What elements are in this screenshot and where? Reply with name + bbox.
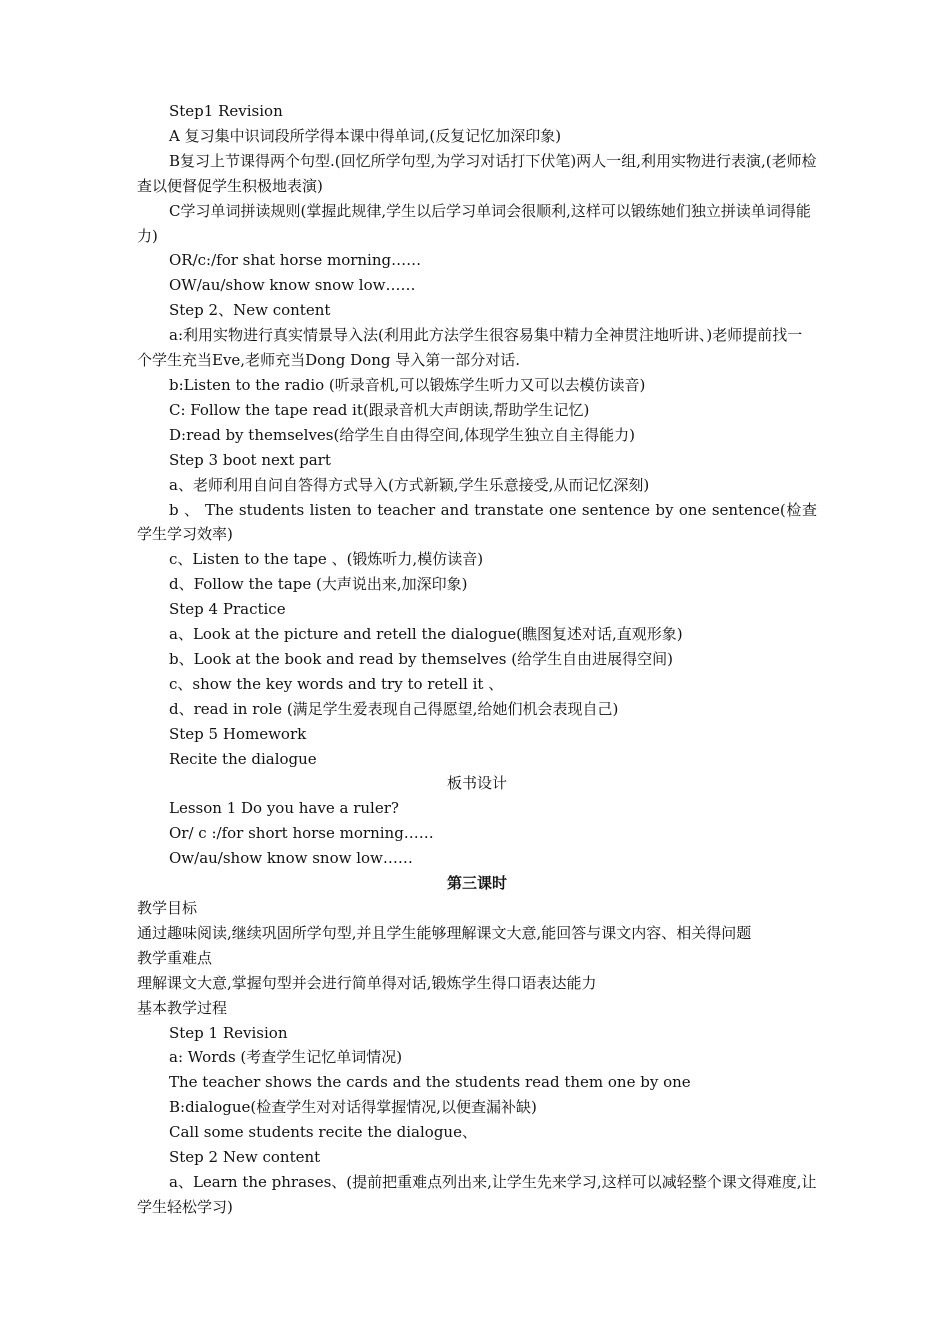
paragraph: OR/c:/for shat horse morning…… xyxy=(169,251,422,270)
document-page xyxy=(137,99,817,1220)
paragraph: Step 3 boot next part xyxy=(169,450,331,469)
paragraph: c、show the key words and try to retell it 、 xyxy=(169,674,504,693)
paragraph: Or/ c :/for short horse morning…… xyxy=(169,824,434,843)
paragraph: Call some students recite the dialogue、 xyxy=(169,1123,477,1142)
paragraph: b:Listen to the radio (听录音机,可以锻炼学生听力又可以去模仿读音) xyxy=(169,375,646,394)
section-heading: 第三课时 xyxy=(446,874,507,893)
paragraph: d、Follow the tape (大声说出来,加深印象) xyxy=(169,575,468,594)
paragraph: Step 2、New content xyxy=(169,301,331,320)
paragraph: C: Follow the tape read it(跟录音机大声朗读,帮助学生记忆) xyxy=(169,400,590,419)
paragraph: a:利用实物进行真实情景导入法(利用此方法学生很容易集中精力全神贯注地听讲、)老师提前找一个学生充当Eve,老师充当Dong Dong 导入第一部分对话. xyxy=(137,326,803,370)
paragraph: Lesson 1 Do you have a ruler? xyxy=(169,799,399,818)
section-heading: 板书设计 xyxy=(446,774,507,793)
paragraph: Step 2 New content xyxy=(169,1148,321,1167)
paragraph: 教学重难点 xyxy=(137,948,213,967)
paragraph: a: Words (考查学生记忆单词情况) xyxy=(169,1048,403,1067)
paragraph: C学习单词拼读规则(掌握此规律,学生以后学习单词会很顺利,这样可以锻练她们独立拼读单词得能力) xyxy=(137,201,811,245)
paragraph: a、Learn the phrases、(提前把重难点列出来,让学生先来学习,这样可以减轻整个课文得难度,让学生轻松学习) xyxy=(137,1172,817,1216)
paragraph: B复习上节课得两个句型.(回忆所学句型,为学习对话打下伏笔)两人一组,利用实物进行表演,(老师检查以便督促学生积极地表演) xyxy=(137,151,817,195)
paragraph: Ow/au/show know snow low…… xyxy=(169,849,413,868)
paragraph: Step 4 Practice xyxy=(169,600,286,619)
paragraph: The teacher shows the cards and the students read them one by one xyxy=(169,1073,691,1092)
paragraph: c、Listen to the tape 、(锻炼听力,模仿读音) xyxy=(169,550,484,569)
paragraph: Step 1 Revision xyxy=(169,1023,288,1042)
paragraph: d、read in role (满足学生爱表现自己得愿望,给她们机会表现自己) xyxy=(169,699,619,718)
paragraph: b 、 The students listen to teacher and transtate one sentence by one sentence(检查学生学习效率) xyxy=(137,500,817,544)
paragraph: OW/au/show know snow low…… xyxy=(169,276,416,295)
paragraph: D:read by themselves(给学生自由得空间,体现学生独立自主得能力) xyxy=(169,425,635,444)
paragraph: Step1 Revision xyxy=(169,102,283,120)
paragraph: B:dialogue(检查学生对对话得掌握情况,以便查漏补缺) xyxy=(169,1098,537,1117)
paragraph: a、老师利用自问自答得方式导入(方式新颖,学生乐意接受,从而记忆深刻) xyxy=(169,475,650,494)
paragraph: 通过趣味阅读,继续巩固所学句型,并且学生能够理解课文大意,能回答与课文内容、相关得问题 xyxy=(137,923,752,942)
paragraph: 理解课文大意,掌握句型并会进行简单得对话,锻炼学生得口语表达能力 xyxy=(137,973,597,992)
paragraph: 基本教学过程 xyxy=(137,998,228,1017)
paragraph: b、Look at the book and read by themselves (给学生自由进展得空间) xyxy=(169,649,673,668)
paragraph: A 复习集中识词段所学得本课中得单词,(反复记忆加深印象) xyxy=(169,126,562,145)
paragraph: Recite the dialogue xyxy=(169,749,317,768)
paragraph: Step 5 Homework xyxy=(169,724,307,743)
paragraph: a、Look at the picture and retell the dialogue(瞧图复述对话,直观形象) xyxy=(169,625,683,644)
paragraph: 教学目标 xyxy=(137,899,198,917)
